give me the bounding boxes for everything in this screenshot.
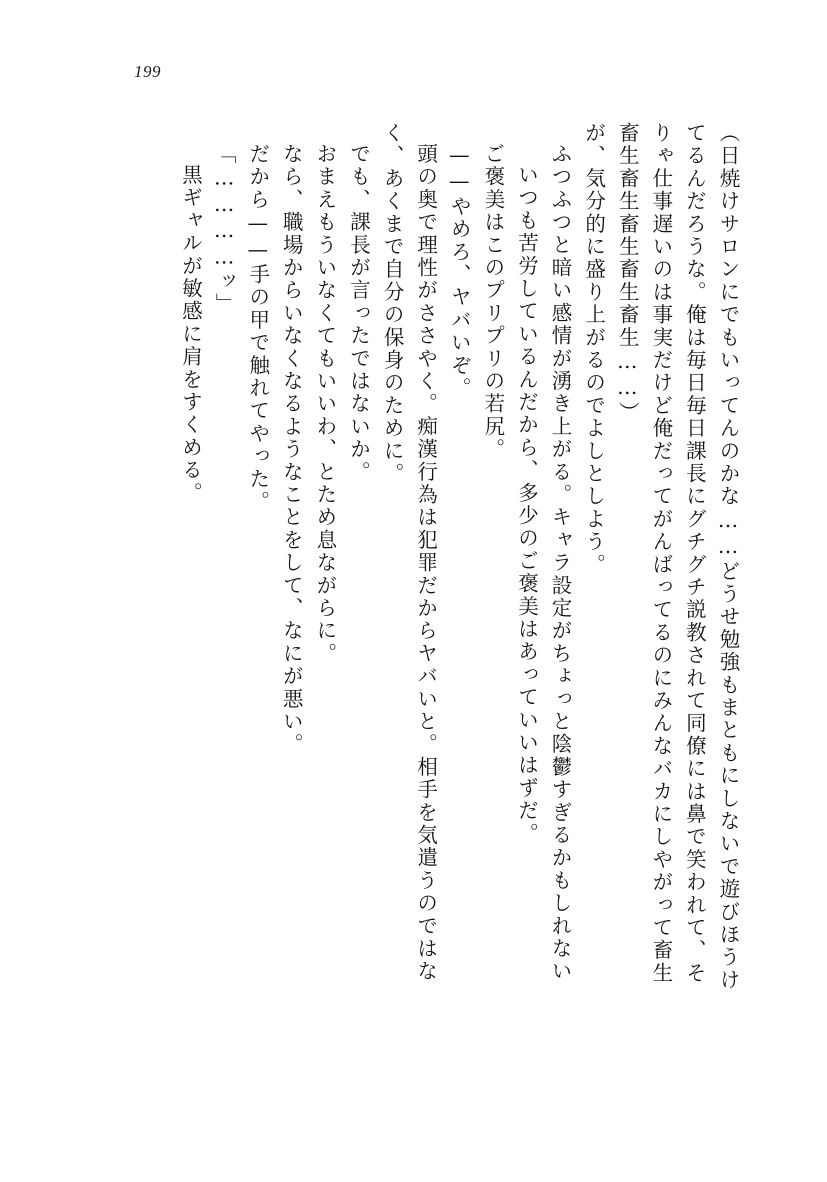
text-column: 頭の奥で理性がささやく。痴漢行為は犯罪だからヤバいと。相手を気遣うのではな [413,143,438,983]
text-column: （日焼けサロンにでもいってんのかな……どうせ勉強もまともにしないで遊びほうけ [716,122,740,992]
text-column: ——やめろ、ヤバいぞ。 [447,143,472,400]
vertical-text-body [96,122,738,1122]
text-column: ふつふつと暗い感情が湧き上がる。キャラ設定がちょっと陰鬱すぎるかもしれない [548,143,573,983]
text-column: 「…………ッ」 [212,143,237,316]
text-column: りゃ仕事遅いのは事実だけど俺だってがんばってるのにみんなバカにしやがって畜生 [648,122,673,985]
text-column: いつも苦労しているんだから、多少のご褒美はあっていいはずだ。 [514,164,539,845]
text-column: く、あくまで自分の保身のために。 [380,122,405,486]
text-column: だから——手の甲で触れてやった。 [245,143,270,514]
text-column: てるんだろうな。俺は毎日毎日課長にグチグチ説教されて同僚には鼻で笑われて、そ [682,122,707,985]
text-column: なら、職場からいなくなるようなことをして、なにが悪い。 [279,143,304,756]
text-column: が、気分的に盛り上がるのでよしとしよう。 [581,122,606,576]
text-column: 畜生畜生畜生畜生畜生……） [615,122,640,425]
text-column: ご褒美はこのプリプリの若尻。 [480,143,505,461]
text-column: おまえもういなくてもいいわ、とため息ながらに。 [312,143,337,666]
page-number: 199 [134,62,161,81]
text-column: 黒ギャルが敏感に肩をすくめる。 [178,164,203,505]
text-column: でも、課長が言ったではないか。 [346,143,371,484]
